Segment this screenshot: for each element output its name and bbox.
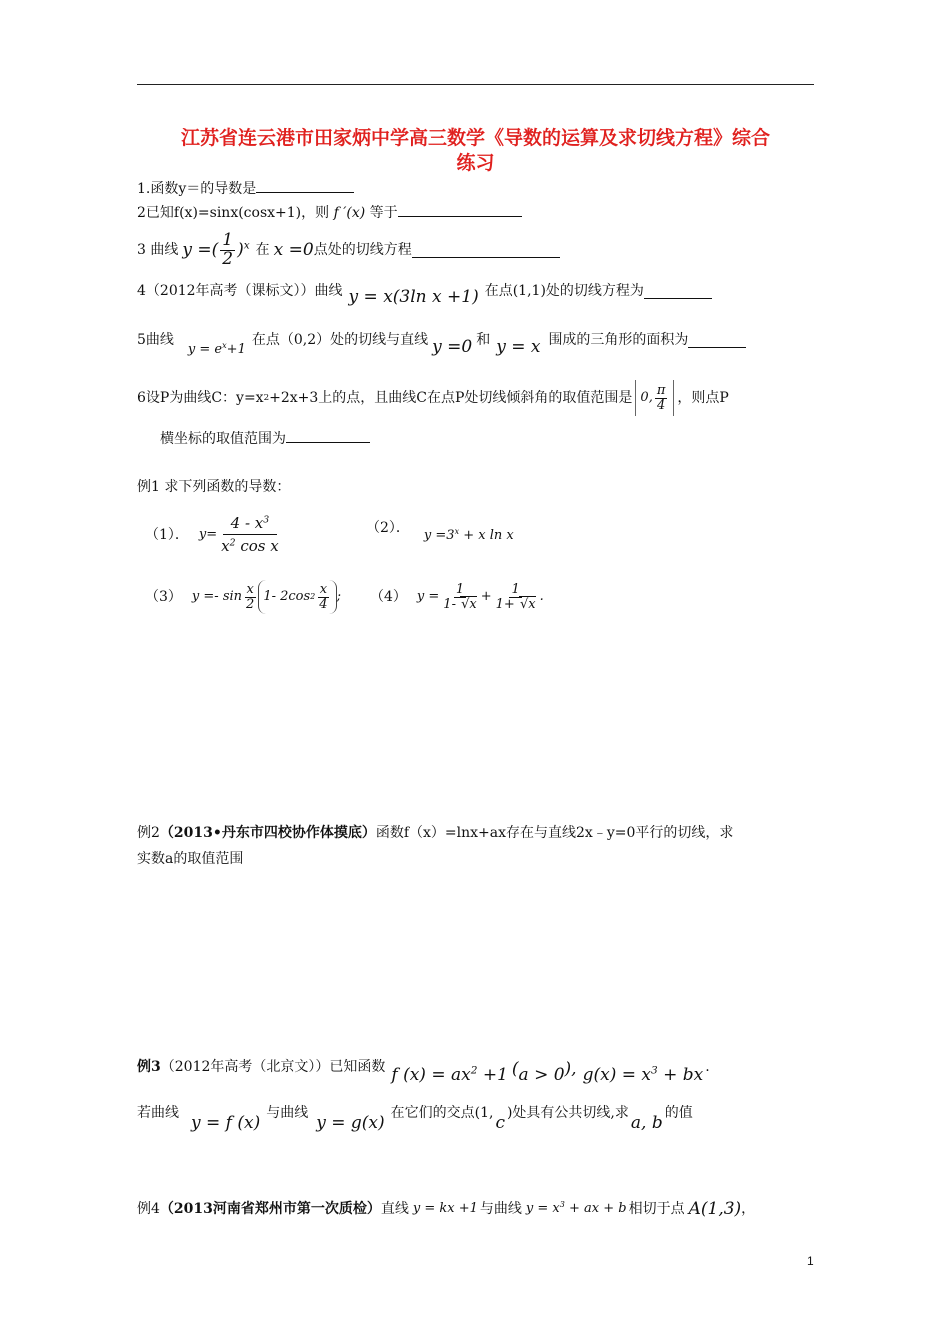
formula-part: +1 [477, 1065, 508, 1085]
example-text: 若曲线 [137, 1105, 179, 1121]
fraction-numerator: x [246, 581, 254, 597]
fraction-denominator [219, 535, 281, 555]
exponent: x [243, 239, 250, 252]
example-1-heading: 例1 求下列函数的导数： [137, 479, 291, 495]
formula-part: g(x) = x [582, 1065, 651, 1085]
example-3-line2 [137, 1096, 693, 1133]
item-lhs: y= [198, 527, 218, 542]
fraction-numerator: 1 [511, 581, 520, 597]
problem-5-text: 在点（0,2）处的切线与直线 [251, 332, 429, 348]
formula-tail: ; [336, 589, 341, 604]
example-text: 函数f（x）=lnx+ax存在与直线2x﹣y=0平行的切线，求 [375, 825, 734, 841]
line-formula: y = kx +1 [412, 1201, 478, 1216]
formula-part: y =3 [423, 528, 455, 543]
fraction-numerator [223, 513, 278, 535]
example-source: （2013河南省郑州市第一次质检） [159, 1201, 381, 1217]
denominator-var: x [221, 536, 230, 555]
fraction-numerator: 1 [222, 229, 234, 250]
problem-6-text-c: ，则点P [677, 390, 729, 406]
example-1-item-2 [366, 513, 514, 543]
formula-part: 1- 2cos [263, 589, 311, 604]
fraction [317, 583, 329, 611]
item-formula [417, 583, 544, 611]
fraction [244, 583, 256, 611]
fraction-denominator [441, 598, 478, 612]
fraction [494, 583, 538, 611]
example-2 [137, 824, 733, 842]
exponent: x [454, 527, 460, 537]
function-f [391, 1066, 508, 1084]
problem-3-text: 点处的切线方程 [313, 242, 412, 258]
denominator-text: 1+ [495, 596, 519, 612]
condition-text: a > 0 [518, 1065, 565, 1085]
document-title-line2: 练习 [456, 152, 495, 174]
item-label: （1）． [145, 527, 189, 543]
fraction-numerator: x [319, 581, 328, 597]
curve-base: y = e [187, 342, 223, 357]
example-text: 与曲线 [479, 1201, 522, 1217]
formula-part: y =- sin [191, 589, 243, 604]
example-1-item-3 [145, 578, 341, 616]
problem-6-line2 [160, 428, 370, 448]
problem-5-curve [188, 341, 246, 359]
example-text: 直线 [380, 1201, 409, 1217]
sqrt-radical: √x [461, 596, 477, 612]
example-text: 的值 [664, 1105, 693, 1121]
fraction-denominator: 4 [656, 397, 666, 413]
angle-interval [635, 380, 674, 416]
radicand: x [469, 596, 477, 612]
fraction-denominator [494, 598, 538, 612]
problem-3-mid: 在 [255, 242, 270, 258]
page-number: 1 [807, 1254, 814, 1268]
example-2-line2: 实数a的取值范围 [137, 851, 244, 867]
formula-lhs: y = [416, 589, 440, 604]
variable-c: c [495, 1113, 505, 1133]
problem-5-label: 5曲线 [137, 332, 174, 348]
fraction [441, 583, 478, 611]
formula-part: + x ln x [459, 528, 514, 543]
problem-1-text: 1.函数y＝的导数是 [137, 181, 257, 197]
problem-2 [137, 202, 522, 222]
curve-f: y = f (x) [191, 1113, 261, 1133]
example-3 [137, 1050, 710, 1084]
curve-formula [526, 1200, 627, 1218]
tangent-point: A(1,3) [688, 1199, 742, 1219]
fraction [655, 384, 668, 412]
curve-tail: +1 [226, 342, 246, 357]
problem-3-formula [182, 229, 250, 269]
sqrt-radical: √x [519, 596, 536, 612]
exponent: 2 [470, 1064, 478, 1077]
item-formula [192, 580, 341, 614]
problem-4-formula: y = x(3ln x +1) [348, 287, 479, 307]
document-title: 江苏省连云港市田家炳中学高三数学《导数的运算及求切线方程》综合 [180, 127, 770, 149]
answer-blank [398, 202, 522, 217]
interval-left: 0, [640, 390, 653, 405]
example-text: 相切于点 [628, 1201, 685, 1217]
example-text: 在它们的交点(1, [390, 1105, 494, 1121]
formula-part: + ax + b [564, 1201, 627, 1216]
fraction-numerator: 1 [455, 581, 465, 597]
function-g [583, 1066, 704, 1084]
formula-part: f (x) = ax [391, 1065, 471, 1085]
problem-6-line2-text: 横坐标的取值范围为 [160, 431, 286, 447]
formula-part: y = x [525, 1201, 560, 1216]
curve-g: y = g(x) [316, 1113, 385, 1133]
example-text: （2012年高考（北京文））已知函数 [160, 1059, 386, 1075]
item-label: （3） [145, 589, 182, 605]
problem-3-label: 3 曲线 [137, 242, 179, 258]
example-1-item-4 [370, 578, 544, 616]
fraction-denominator: 4 [319, 596, 328, 612]
problem-2-text: 2已知f(x)=sinx(cosx+1)，则 [137, 205, 330, 221]
problem-4-text: 4（2012年高考（课标文））曲线 [137, 283, 343, 299]
example-label: 例3 [137, 1059, 161, 1075]
problem-5-and: 和 [476, 332, 491, 348]
sentence-end: ， [741, 1201, 756, 1217]
answer-blank [688, 333, 746, 348]
denominator-text: cos x [235, 536, 279, 555]
problem-4 [137, 276, 712, 306]
formula-part: + bx [657, 1065, 704, 1085]
fraction [219, 513, 281, 555]
item-label: （4） [370, 589, 407, 605]
problem-2-text-b: 等于 [369, 205, 398, 221]
exponent: x [222, 341, 227, 351]
problem-5-line1: y =0 [432, 337, 473, 357]
example-text: )处具有公共切线,求 [506, 1105, 629, 1121]
answer-blank [286, 428, 370, 443]
problem-1 [137, 178, 354, 198]
example-label: 例4 [137, 1201, 160, 1217]
problem-3-x0: x =0 [273, 240, 314, 260]
condition: (a > 0), [511, 1059, 577, 1085]
problem-6-text: 6设P为曲线C：y=x [137, 390, 264, 406]
example-label: 例2 [137, 825, 160, 841]
radicand: x [528, 596, 536, 612]
answer-blank [256, 178, 354, 193]
problem-5 [137, 324, 746, 356]
formula-tail: . [539, 589, 544, 604]
example-source: （2013•丹东市四校协作体摸底） [159, 825, 376, 841]
sentence-end: . [705, 1059, 710, 1075]
item-formula [424, 527, 514, 545]
answer-blank [412, 243, 560, 258]
fraction-numerator: π [656, 382, 666, 398]
problem-5-text-b: 围成的三角形的面积为 [548, 332, 689, 348]
item-label: （2）． [366, 520, 410, 536]
formula-lhs: y =( [182, 239, 219, 260]
problem-6: 6设P为曲线C：y=x 2 +2x+3上的点，且曲线C在点P处切线倾斜角的取值范围是 0, $\frac{\pi}{4}$ ，则点P [137, 376, 729, 420]
answer-blank [644, 284, 712, 299]
parenthesis-group: 1- 2cos 2 $\frac{x}{4}$ [258, 580, 336, 614]
problem-2-derivative: f ′(x) [333, 205, 366, 221]
problem-3 [137, 228, 560, 272]
variables-ab: a, b [630, 1113, 663, 1133]
plus-sign: + [480, 589, 492, 604]
problem-5-line2: y = x [496, 337, 541, 357]
denominator-text: 1- [443, 596, 461, 612]
exponent: 3 [650, 1064, 658, 1077]
numerator-text: 4 - x [230, 513, 264, 532]
problem-4-text-b: 在点(1,1)处的切线方程为 [484, 283, 644, 299]
header-rule [137, 84, 814, 85]
formula-close: ) [237, 239, 244, 260]
problem-6-text-b: +2x+3上的点，且曲线C在点P处切线倾斜角的取值范围是 [269, 390, 633, 406]
fraction-denominator: 2 [246, 596, 255, 612]
exponent: 3 [559, 1200, 565, 1210]
example-4 [137, 1196, 755, 1222]
exponent: 2 [229, 536, 236, 548]
exponent: 3 [263, 514, 270, 526]
example-text: 与曲线 [266, 1105, 309, 1121]
example-1-item-1 [145, 510, 283, 560]
fraction-denominator: 2 [222, 248, 234, 269]
fraction [220, 229, 235, 269]
